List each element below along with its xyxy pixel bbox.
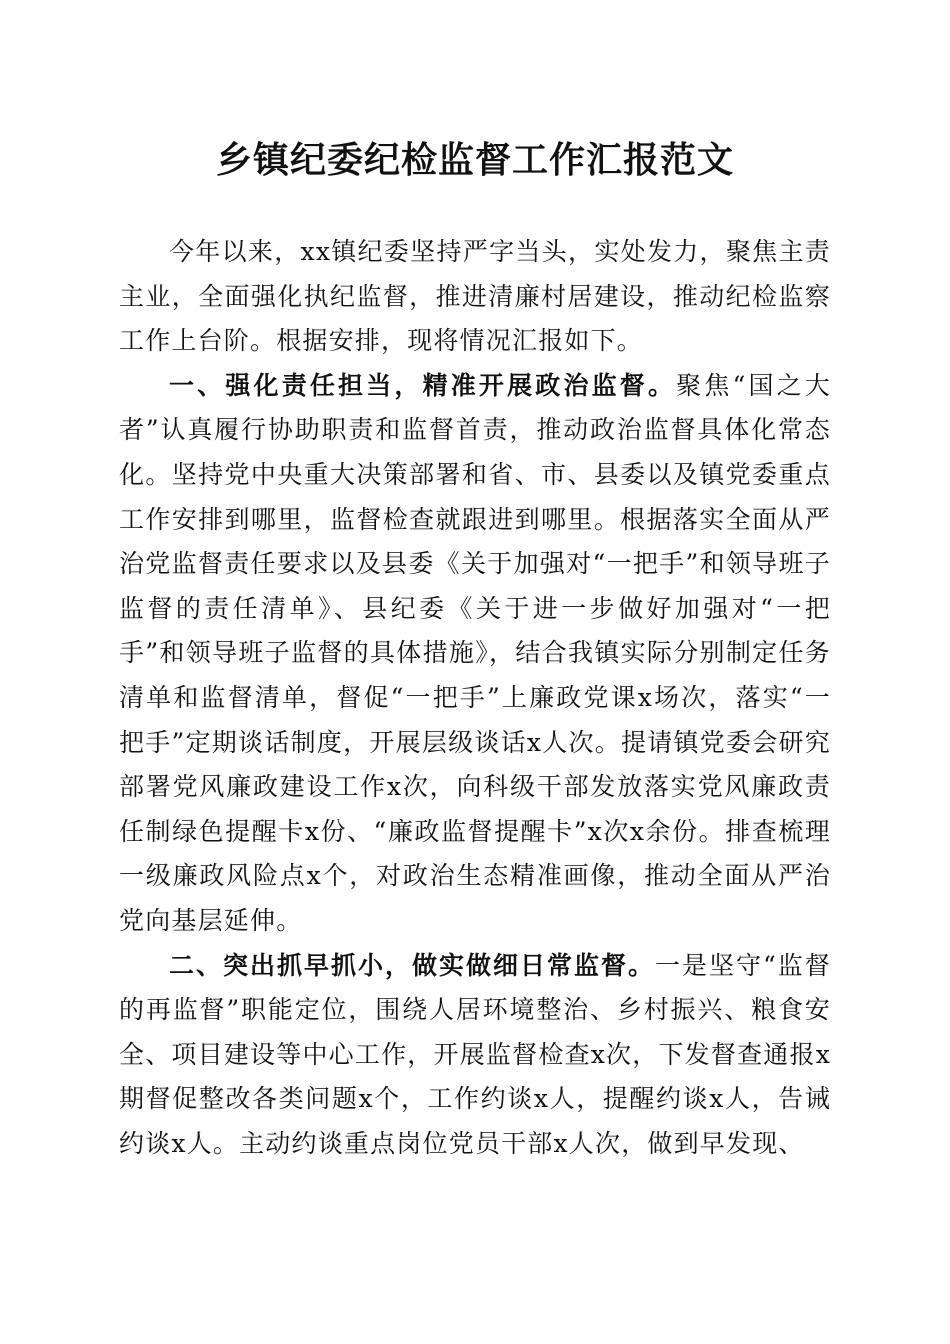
document-title: 乡镇纪委纪检监督工作汇报范文 bbox=[215, 139, 734, 181]
paragraph-text: 今年以来，xx镇纪委坚持严字当头，实处发力，聚焦主责主业，全面强化执纪监督，推进清廉村居建设，推动纪检监察工作上台阶。根据安排，现将情况汇报如下。 bbox=[119, 237, 831, 356]
section-1-heading: 一、强化责任担当，精准开展政治监督。 bbox=[169, 370, 677, 400]
paragraph-intro bbox=[119, 230, 831, 364]
document-body bbox=[119, 230, 831, 1166]
paragraph-text: 聚焦“国之大者”认真履行协助职责和监督首责，推动政治监督具体化常态化。坚持党中央重大决策部署和省、市、县委以及镇党委重点工作安排到哪里，监督检查就跟进到哪里。根据落实全面从严治党监督责任要求以及县委《关于加强对“一把手”和领导班子监督的责任清单》、县纪委《关于进一步做好加强对“一把手”和领导班子监督的具体措施》，结合我镇实际分别制定任务清单和监督清单，督促“一把手”上廉政党课x场次，落实“一把手”定期谈话制度，开展层级谈话x人次。提请镇党委会研究部署党风廉政建设工作x次，向科级干部发放落实党风廉政责任制绿色提醒卡x份、“廉政监督提醒卡”x次x余份。排查梳理一级廉政风险点x个，对政治生态精准画像，推动全面从严治党向基层延伸。 bbox=[119, 370, 831, 935]
section-2-heading: 二、突出抓早抓小，做实做细日常监督。 bbox=[169, 950, 656, 980]
paragraph-text: 一是坚守“监督的再监督”职能定位，围绕人居环境整治、乡村振兴、粮食安全、项目建设等中心工作，开展监督检查x次，下发督查通报x期督促整改各类问题x个，工作约谈x人，提醒约谈x人，告诫约谈x人。主动约谈重点岗位党员干部x人次，做到早发现、 bbox=[119, 950, 831, 1158]
paragraph-section-2 bbox=[119, 944, 831, 1167]
paragraph-section-1 bbox=[119, 364, 831, 944]
